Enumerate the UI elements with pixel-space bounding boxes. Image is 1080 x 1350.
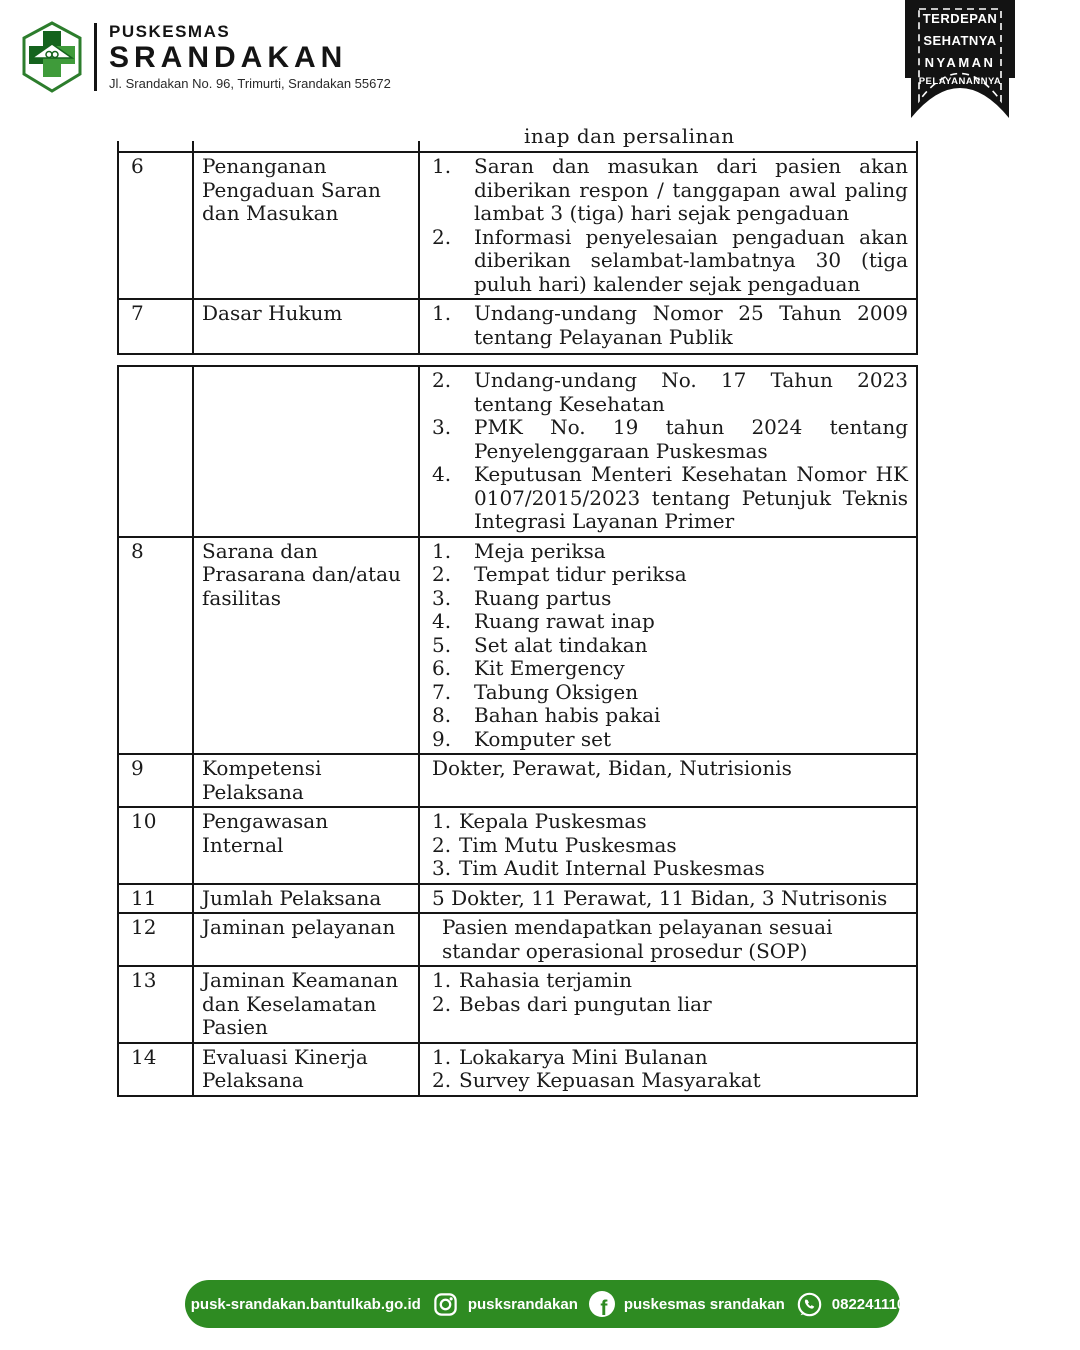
service-standard-document [117,124,918,1097]
row-label: Dasar Hukum [194,300,420,353]
item-number: 2. [432,368,452,392]
row-number: 10 [119,808,194,883]
row-content [420,755,916,806]
row-content [420,153,916,298]
list-item [432,587,908,611]
instagram-handle: pusksrandakan [467,1295,578,1313]
item-text: Kepala Puskesmas [459,809,647,833]
row-label: Evaluasi Kinerja Pelaksana [194,1044,420,1095]
table-row [119,1042,916,1095]
item-number: 7. [432,679,452,704]
row-content [420,808,916,883]
clipped-previous-row [117,124,918,151]
item-number: 1. [432,968,452,992]
item-number: 8. [432,703,452,727]
row-number: 8 [119,538,194,754]
item-text: Undang-undang Nomor 25 Tahun 2009 tentang Pelayanan Publik [474,301,908,349]
row-number: 6 [119,153,194,298]
item-text: Tabung Oksigen [474,679,639,704]
globe-icon [155,1291,182,1318]
list-item [432,704,908,728]
item-text: Bahan habis pakai [474,703,661,727]
motto-line: TERDEPAN [922,11,998,26]
row-label: Jaminan Keamanan dan Keselamatan Pasien [194,967,420,1042]
clipped-cell [194,141,420,151]
list-item [432,681,908,705]
list-item [432,416,908,463]
list-item [432,728,908,752]
row-content [420,1044,916,1095]
table-row [119,883,916,913]
row-number: 11 [119,885,194,913]
item-text: Tim Audit Internal Puskesmas [459,856,765,880]
letterhead [22,22,391,92]
table-row [119,536,916,754]
row-content [420,367,916,536]
item-number: 5. [432,632,452,657]
facebook-icon: f [589,1291,615,1317]
website-text: pusk-srandakan.bantulkab.go.id [190,1295,421,1313]
item-number: 1. [432,538,452,563]
table-row [119,912,916,965]
list-item [432,155,908,226]
row-label [194,367,420,536]
item-number: 4. [432,609,452,633]
row-content [420,885,916,913]
row-label: Pengawasan Internal [194,808,420,883]
row-number: 14 [119,1044,194,1095]
letterhead-text [94,23,391,92]
list-item [432,226,908,297]
item-number: 2. [432,991,452,1016]
clipped-cell [119,141,194,151]
org-type: PUSKESMAS [109,21,231,41]
item-text: Survey Kepuasan Masyarakat [459,1068,761,1092]
list-item [432,857,908,881]
item-text: Komputer set [474,726,612,751]
item-text: Rahasia terjamin [459,968,632,992]
contact-footer-bar [185,1280,931,1328]
item-text: Ruang rawat inap [474,609,655,633]
row-label: Penanganan Pengaduan Saran dan Masukan [194,153,420,298]
motto-ribbon [905,0,1015,120]
item-text: Tim Mutu Puskesmas [459,832,677,857]
row-label: Jaminan pelayanan [194,914,420,965]
list-item [432,302,908,349]
row-number: 9 [119,755,194,806]
item-text: Lokakarya Mini Bulanan [459,1044,708,1069]
list-item [432,563,908,587]
row-label: Jumlah Pelaksana [194,885,420,913]
item-text: Ruang partus [474,585,612,610]
row-text: Pasien mendapatkan pelayanan sesuai standar operasional prosedur (SOP) [442,915,833,963]
instagram-icon [432,1291,459,1318]
org-name: SRANDAKAN [109,41,348,75]
row-content [420,300,916,353]
item-number: 2. [432,832,452,857]
item-number: 6. [432,656,452,680]
row-number: 13 [119,967,194,1042]
whatsapp-group [796,1291,930,1318]
row-number [119,367,194,536]
list-item [432,1046,908,1070]
motto-line: PELAYANANNYA [918,76,1002,88]
list-item [432,657,908,681]
item-text: Keputusan Menteri Kesehatan Nomor HK 0107/2015/2023 tentang Petunjuk Teknis Integrasi Layanan Primer [474,462,908,533]
row-text: Dokter, Perawat, Bidan, Nutrisionis [432,756,792,780]
item-text: Saran dan masukan dari pasien akan diberikan respon / tanggapan awal paling lambat 3 (tiga) hari sejak pengaduan [474,154,908,225]
row-number: 12 [119,914,194,965]
item-text: Undang-undang No. 17 Tahun 2023 tentang Kesehatan [474,368,908,416]
row-text: 5 Dokter, 11 Perawat, 11 Bidan, 3 Nutrisonis [432,885,888,910]
list-item [432,540,908,564]
table-row [119,367,916,536]
item-number: 1. [432,301,452,325]
list-item [432,969,908,993]
clipped-text-fragment: inap dan persalinan [524,124,735,148]
item-number: 3. [432,585,452,610]
row-content [420,967,916,1042]
item-number: 1. [432,809,452,833]
item-number: 1. [432,1044,452,1069]
list-item [432,993,908,1017]
item-text: Bebas dari pungutan liar [459,991,712,1016]
item-number: 4. [432,462,452,486]
item-text: Set alat tindakan [474,632,648,657]
table-row [119,965,916,1042]
list-item [432,834,908,858]
table-row [119,753,916,806]
list-item [432,634,908,658]
list-item [432,1069,908,1093]
table-row [119,806,916,883]
instagram-group [432,1291,578,1318]
table-part-2 [117,365,918,1097]
motto-line: NYAMAN [924,55,996,71]
row-content [420,538,916,754]
clipped-cell [420,124,916,151]
item-text: Tempat tidur periksa [474,562,687,586]
item-text: Informasi penyelesaian pengaduan akan diberikan selambat-lambatnya 30 (tiga puluh hari) kalender sejak pengaduan [474,224,908,296]
table-part-1 [117,151,918,355]
list-item [432,463,908,534]
org-address: Jl. Srandakan No. 96, Trimurti, Srandakan 55672 [109,75,391,91]
item-number: 9. [432,726,452,751]
row-label: Sarana dan Prasarana dan/atau fasilitas [194,538,420,754]
list-item [432,610,908,634]
item-number: 1. [432,154,452,178]
item-text: Meja periksa [474,538,606,563]
facebook-handle: puskesmas srandakan [623,1295,785,1313]
whatsapp-icon [796,1291,823,1318]
item-number: 2. [432,562,452,586]
item-text: PMK No. 19 tahun 2024 tentang Penyelenggaraan Puskesmas [474,415,908,463]
item-number: 2. [432,224,452,249]
row-label: Kompetensi Pelaksana [194,755,420,806]
motto-line: SEHATNYA [923,33,997,49]
facebook-group [589,1291,785,1320]
row-content [420,914,916,965]
list-item [432,810,908,834]
item-text: Kit Emergency [474,656,625,680]
item-number: 3. [432,415,452,439]
item-number: 2. [432,1068,452,1092]
puskesmas-logo-icon [22,22,82,92]
whatsapp-number: 082241110735 [831,1295,931,1313]
table-row [119,298,916,353]
row-number: 7 [119,300,194,353]
table-row [119,153,916,298]
website-group [155,1291,421,1318]
motto-text [905,8,1015,90]
item-number: 3. [432,856,452,880]
list-item [432,369,908,416]
